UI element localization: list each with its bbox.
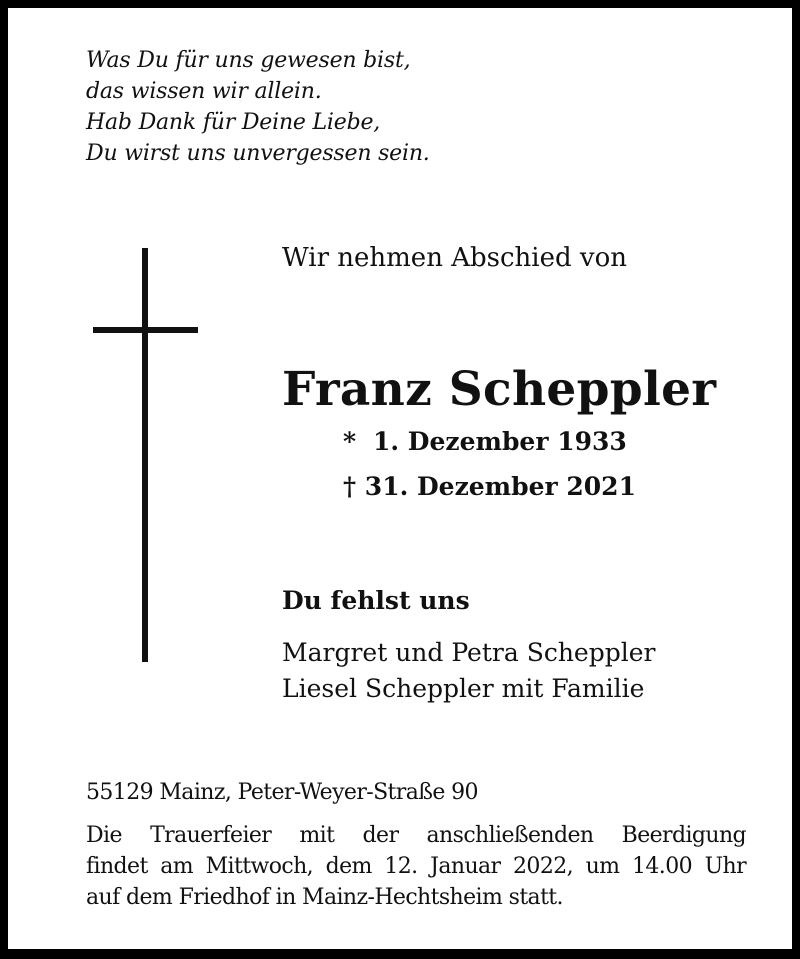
mourner-name: Margret und Petra Scheppler — [282, 638, 656, 667]
birth-date-line — [343, 427, 627, 456]
poem-line: Hab Dank für Deine Liebe, — [86, 110, 381, 135]
service-line: Die Trauerfeier mit der anschließenden Beerdigung — [86, 823, 746, 848]
death-symbol: † — [343, 472, 357, 501]
poem — [86, 45, 430, 169]
farewell-intro: Wir nehmen Abschied von — [282, 243, 627, 273]
service-line: auf dem Friedhof in Mainz-Hechtsheim statt. — [86, 885, 563, 910]
poem-line: Was Du für uns gewesen bist, — [86, 48, 411, 73]
address: 55129 Mainz, Peter-Weyer-Straße 90 — [86, 780, 478, 805]
poem-line: Du wirst uns unvergessen sein. — [86, 141, 430, 166]
service-info — [86, 820, 746, 913]
death-date: 31. Dezember 2021 — [364, 472, 636, 501]
cross-vertical-bar — [142, 248, 148, 662]
death-date-line — [343, 472, 636, 501]
mourners-list — [282, 635, 655, 707]
mourners-heading: Du fehlst uns — [282, 586, 470, 615]
deceased-name: Franz Scheppler — [282, 362, 717, 417]
service-line: findet am Mittwoch, dem 12. Januar 2022, um 14.00 Uhr — [86, 854, 746, 879]
birth-symbol: * — [343, 427, 357, 456]
mourner-name: Liesel Scheppler mit Familie — [282, 674, 645, 703]
birth-date: 1. Dezember 1933 — [373, 427, 627, 456]
poem-line: das wissen wir allein. — [86, 79, 322, 104]
cross-horizontal-bar — [93, 327, 198, 333]
